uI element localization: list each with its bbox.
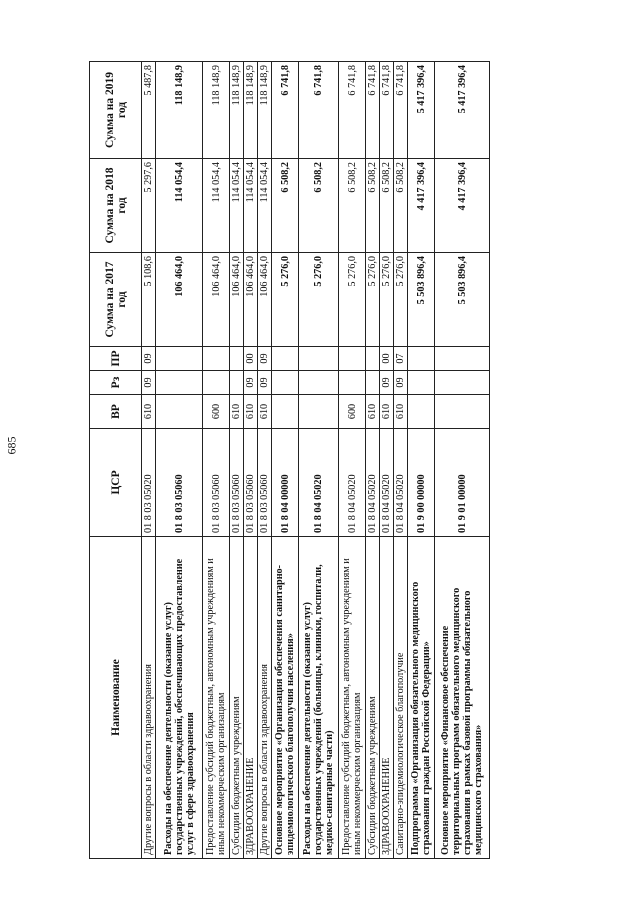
row-sum-2018-cell: 6 508,2 (394, 159, 408, 253)
row-rz-cell (156, 371, 203, 395)
header-vr: ВР (90, 395, 142, 429)
row-sum-2017-cell: 5 276,0 (299, 253, 339, 347)
row-csr-cell: 01 9 01 00000 (435, 429, 490, 537)
row-name-cell: Основное мероприятие «Организация обеспечения санитарно-эпидемиологического благополучия населения» (272, 537, 299, 859)
row-vr-cell (408, 395, 435, 429)
row-name-cell: Другие вопросы в области здравоохранения (142, 537, 156, 859)
table-row (230, 62, 244, 859)
row-sum-2019-cell: 118 148,9 (244, 62, 258, 159)
row-rz-cell (408, 371, 435, 395)
header-row (90, 62, 142, 859)
row-sum-2017-cell: 106 464,0 (244, 253, 258, 347)
row-rz-cell (230, 371, 244, 395)
row-name-cell: ЗДРАВООХРАНЕНИЕ (380, 537, 394, 859)
row-vr-cell (272, 395, 299, 429)
row-sum-2017-cell: 5 108,6 (142, 253, 156, 347)
row-csr-cell: 01 8 04 05020 (366, 429, 380, 537)
row-sum-2018-cell: 6 508,2 (272, 159, 299, 253)
header-pr: ПР (90, 347, 142, 371)
row-name-cell: Санитарно-эпидемиологическое благополучие (394, 537, 408, 859)
row-name-cell: Предоставление субсидий бюджетным, автономным учреждениям и иным некоммерческим организациям (339, 537, 366, 859)
table-row (435, 62, 490, 859)
table-row (380, 62, 394, 859)
row-csr-cell: 01 8 04 00000 (272, 429, 299, 537)
row-sum-2018-cell: 6 508,2 (339, 159, 366, 253)
budget-table-rotated (89, 62, 484, 859)
row-sum-2019-cell: 6 741,8 (339, 62, 366, 159)
table-row (339, 62, 366, 859)
row-sum-2017-cell: 106 464,0 (156, 253, 203, 347)
row-sum-2018-cell: 114 054,4 (230, 159, 244, 253)
row-sum-2018-cell: 114 054,4 (258, 159, 272, 253)
row-sum-2019-cell: 118 148,9 (156, 62, 203, 159)
row-csr-cell: 01 8 04 05020 (339, 429, 366, 537)
row-sum-2018-cell: 114 054,4 (156, 159, 203, 253)
row-sum-2017-cell: 5 276,0 (394, 253, 408, 347)
row-sum-2017-cell: 5 276,0 (380, 253, 394, 347)
row-pr-cell: 09 (258, 347, 272, 371)
row-name-cell: Расходы на обеспечение деятельности (оказание услуг) государственных учреждений, обеспечивающих предоставление услуг в сфере здравоохранения (156, 537, 203, 859)
header-rz: Рз (90, 371, 142, 395)
table-row (394, 62, 408, 859)
row-sum-2018-cell: 114 054,4 (203, 159, 230, 253)
row-sum-2019-cell: 118 148,9 (258, 62, 272, 159)
row-rz-cell (366, 371, 380, 395)
row-name-cell: Субсидии бюджетным учреждениям (230, 537, 244, 859)
row-pr-cell (339, 347, 366, 371)
row-csr-cell: 01 8 03 05060 (230, 429, 244, 537)
row-name-cell: Субсидии бюджетным учреждениям (366, 537, 380, 859)
row-sum-2019-cell: 6 741,8 (272, 62, 299, 159)
row-sum-2019-cell: 6 741,8 (394, 62, 408, 159)
row-csr-cell: 01 8 03 05060 (156, 429, 203, 537)
row-sum-2017-cell: 5 276,0 (272, 253, 299, 347)
row-sum-2019-cell: 6 741,8 (380, 62, 394, 159)
row-vr-cell: 610 (142, 395, 156, 429)
row-csr-cell: 01 8 04 05020 (394, 429, 408, 537)
row-pr-cell (408, 347, 435, 371)
row-pr-cell (272, 347, 299, 371)
row-pr-cell: 07 (394, 347, 408, 371)
table-row (156, 62, 203, 859)
row-pr-cell (156, 347, 203, 371)
table-body (142, 62, 490, 859)
row-rz-cell (339, 371, 366, 395)
row-vr-cell (435, 395, 490, 429)
row-name-cell: Подпрограмма «Организация обязательного медицинского страхования граждан Российской Федерации» (408, 537, 435, 859)
header-name: Наименование (90, 537, 142, 859)
row-vr-cell: 610 (394, 395, 408, 429)
row-vr-cell (299, 395, 339, 429)
row-pr-cell: 00 (380, 347, 394, 371)
row-rz-cell (299, 371, 339, 395)
row-sum-2018-cell: 6 508,2 (366, 159, 380, 253)
table-row (258, 62, 272, 859)
header-sum-2018: Сумма на 2018 год (90, 159, 142, 253)
row-pr-cell: 00 (244, 347, 258, 371)
row-csr-cell: 01 8 04 05020 (380, 429, 394, 537)
row-sum-2017-cell: 5 503 896,4 (408, 253, 435, 347)
page-number-text: 685 (4, 436, 19, 455)
row-csr-cell: 01 9 00 00000 (408, 429, 435, 537)
row-sum-2017-cell: 106 464,0 (203, 253, 230, 347)
row-sum-2019-cell: 118 148,9 (230, 62, 244, 159)
row-rz-cell (203, 371, 230, 395)
row-name-cell: Предоставление субсидий бюджетным, автономным учреждениям и иным некоммерческим организациям (203, 537, 230, 859)
row-rz-cell: 09 (142, 371, 156, 395)
table-row (244, 62, 258, 859)
row-sum-2019-cell: 118 148,9 (203, 62, 230, 159)
header-sum-2017: Сумма на 2017 год (90, 253, 142, 347)
row-sum-2018-cell: 4 417 396,4 (408, 159, 435, 253)
row-vr-cell: 610 (258, 395, 272, 429)
table-row (366, 62, 380, 859)
row-vr-cell: 610 (366, 395, 380, 429)
row-sum-2019-cell: 6 741,8 (299, 62, 339, 159)
budget-table (89, 61, 490, 859)
row-rz-cell: 09 (394, 371, 408, 395)
row-sum-2019-cell: 5 417 396,4 (408, 62, 435, 159)
row-csr-cell: 01 8 03 05060 (244, 429, 258, 537)
table-row (142, 62, 156, 859)
row-pr-cell (299, 347, 339, 371)
row-vr-cell: 610 (244, 395, 258, 429)
row-sum-2017-cell: 5 276,0 (366, 253, 380, 347)
row-csr-cell: 01 8 03 05060 (203, 429, 230, 537)
row-csr-cell: 01 8 03 05020 (142, 429, 156, 537)
row-csr-cell: 01 8 03 05060 (258, 429, 272, 537)
row-vr-cell (156, 395, 203, 429)
header-csr: ЦСР (90, 429, 142, 537)
row-rz-cell: 09 (380, 371, 394, 395)
row-sum-2017-cell: 5 276,0 (339, 253, 366, 347)
row-sum-2018-cell: 4 417 396,4 (435, 159, 490, 253)
table-row (203, 62, 230, 859)
row-sum-2017-cell: 5 503 896,4 (435, 253, 490, 347)
row-name-cell: ЗДРАВООХРАНЕНИЕ (244, 537, 258, 859)
row-rz-cell: 09 (258, 371, 272, 395)
row-sum-2019-cell: 5 487,8 (142, 62, 156, 159)
row-pr-cell (366, 347, 380, 371)
row-vr-cell: 600 (339, 395, 366, 429)
row-pr-cell (230, 347, 244, 371)
row-vr-cell: 610 (230, 395, 244, 429)
row-rz-cell (272, 371, 299, 395)
row-csr-cell: 01 8 04 05020 (299, 429, 339, 537)
row-sum-2018-cell: 6 508,2 (299, 159, 339, 253)
row-vr-cell: 600 (203, 395, 230, 429)
row-sum-2018-cell: 114 054,4 (244, 159, 258, 253)
row-rz-cell (435, 371, 490, 395)
row-name-cell: Расходы на обеспечение деятельности (оказание услуг) государственных учреждений (больницы, клиники, госпитали, медико-санитарные части) (299, 537, 339, 859)
row-rz-cell: 09 (244, 371, 258, 395)
row-pr-cell: 09 (142, 347, 156, 371)
row-sum-2018-cell: 6 508,2 (380, 159, 394, 253)
row-sum-2017-cell: 106 464,0 (230, 253, 244, 347)
row-pr-cell (203, 347, 230, 371)
row-sum-2019-cell: 6 741,8 (366, 62, 380, 159)
row-name-cell: Другие вопросы в области здравоохранения (258, 537, 272, 859)
row-sum-2019-cell: 5 417 396,4 (435, 62, 490, 159)
table-row (408, 62, 435, 859)
row-pr-cell (435, 347, 490, 371)
table-row (299, 62, 339, 859)
row-name-cell: Основное мероприятие «Финансовое обеспечение территориальных программ обязательного медицинского страхования в рамках базовой программы обязательного медицинского страхования» (435, 537, 490, 859)
row-sum-2018-cell: 5 297,6 (142, 159, 156, 253)
row-vr-cell: 610 (380, 395, 394, 429)
row-sum-2017-cell: 106 464,0 (258, 253, 272, 347)
table-row (272, 62, 299, 859)
header-sum-2019: Сумма на 2019 год (90, 62, 142, 159)
page-number (0, 0, 18, 905)
